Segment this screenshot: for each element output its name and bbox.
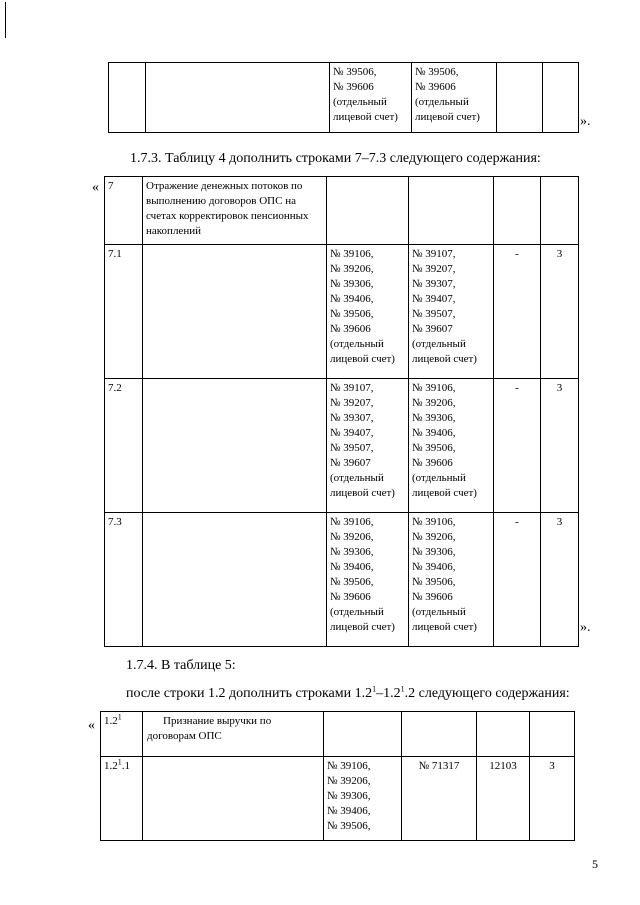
dash-cell: -: [494, 379, 541, 513]
account-line: (отдельный: [412, 606, 466, 618]
table-row: [101, 712, 575, 757]
superscript: 1: [372, 684, 377, 694]
account-line: лицевой счет): [415, 111, 480, 123]
account-list-cell: [330, 63, 412, 133]
close-quote: ».: [580, 620, 591, 635]
table-cell: [530, 712, 575, 757]
account-line: лицевой счет): [333, 111, 398, 123]
row-number: 1.2: [104, 715, 118, 727]
account-line: № 39106,: [330, 248, 374, 260]
row-description-cell: Отражение денежных потоков по выполнению договоров ОПС на счетах корректировок пенсионных накоплений: [143, 177, 327, 245]
account-line: № 39306,: [327, 790, 371, 802]
account-line: № 39207,: [412, 263, 456, 275]
account-line: № 39407,: [412, 293, 456, 305]
superscript: 1: [117, 757, 122, 767]
account-line: № 39206,: [412, 531, 456, 543]
table-row: [105, 513, 579, 647]
row-description-cell: [143, 712, 324, 757]
account-line: № 39306,: [412, 546, 456, 558]
account-line: лицевой счет): [412, 487, 477, 499]
superscript: 1: [117, 712, 122, 722]
account-line: № 39606: [330, 323, 371, 335]
row-number-cell: 7.2: [105, 379, 143, 513]
paragraph-text: –1.2: [376, 686, 401, 701]
account-line: (отдельный: [330, 472, 384, 484]
table-row: [105, 245, 579, 379]
account-line: № 39307,: [412, 278, 456, 290]
paragraph-text: .2 следующего содержания:: [404, 686, 570, 701]
account-line: № 39206,: [327, 775, 371, 787]
table-4-additions: [104, 176, 579, 647]
account-line: № 39606: [415, 81, 456, 93]
table-cell: [541, 177, 579, 245]
dash-cell: -: [494, 245, 541, 379]
page-number: 5: [592, 857, 598, 871]
account-line: лицевой счет): [330, 621, 395, 633]
code-cell: 3: [541, 245, 579, 379]
account-line: № 39407,: [330, 427, 374, 439]
table-cell: [494, 177, 541, 245]
account-line: № 39607: [412, 323, 453, 335]
table-5-additions: [100, 711, 575, 841]
table-top-continuation: [108, 62, 579, 133]
table-cell: [327, 177, 409, 245]
account-line: № 39206,: [330, 263, 374, 275]
paragraph-text: после строки 1.2 дополнить строками 1.2: [126, 686, 373, 701]
dash-cell: -: [494, 513, 541, 647]
debit-accounts-cell: [327, 379, 409, 513]
account-line: лицевой счет): [330, 353, 395, 365]
account-line: № 39507,: [330, 442, 374, 454]
account-line: № 39606: [333, 81, 374, 93]
row-number-cell: 7: [105, 177, 143, 245]
row-number-tail: .1: [121, 760, 130, 772]
account-line: № 39306,: [330, 278, 374, 290]
row-description-cell: [143, 379, 327, 513]
credit-account-cell: № 71317: [402, 757, 477, 841]
close-quote: ».: [580, 114, 591, 129]
account-list-cell: [412, 63, 497, 133]
table-cell: [543, 63, 579, 133]
table-cell: [497, 63, 543, 133]
symbol-cell: 12103: [477, 757, 530, 841]
table-row: [105, 177, 579, 245]
table-row: [109, 63, 579, 133]
account-line: № 39406,: [330, 561, 374, 573]
account-line: (отдельный: [330, 338, 384, 350]
account-line: (отдельный: [330, 606, 384, 618]
account-line: № 39106,: [327, 760, 371, 772]
table-cell: [409, 177, 494, 245]
account-line: (отдельный: [333, 96, 387, 108]
account-line: (отдельный: [412, 338, 466, 350]
code-cell: 3: [530, 757, 575, 841]
account-line: (отдельный: [415, 96, 469, 108]
table-cell: [402, 712, 477, 757]
debit-accounts-cell: [324, 757, 402, 841]
account-line: № 39506,: [327, 820, 371, 832]
row-number-cell: 7.3: [105, 513, 143, 647]
account-line: № 39406,: [412, 561, 456, 573]
account-line: № 39406,: [330, 293, 374, 305]
row-description-cell: [143, 245, 327, 379]
row-number-cell: 7.1: [105, 245, 143, 379]
account-line: № 39607: [330, 457, 371, 469]
table-cell: [146, 63, 330, 133]
account-line: № 39606: [412, 457, 453, 469]
row-description: Признание выручки по договорам ОПС: [147, 715, 272, 742]
table-cell: [477, 712, 530, 757]
debit-accounts-cell: [327, 245, 409, 379]
code-cell: 3: [541, 513, 579, 647]
open-quote: «: [92, 180, 99, 195]
margin-mark: [5, 2, 6, 38]
account-line: № 39307,: [330, 412, 374, 424]
account-line: № 39506,: [330, 308, 374, 320]
account-line: № 39406,: [327, 805, 371, 817]
account-line: № 39506,: [412, 442, 456, 454]
account-line: № 39406,: [412, 427, 456, 439]
account-line: (отдельный: [412, 472, 466, 484]
code-cell: 3: [541, 379, 579, 513]
account-line: лицевой счет): [412, 353, 477, 365]
account-line: № 39506,: [412, 576, 456, 588]
table-cell: [324, 712, 402, 757]
account-line: № 39506,: [333, 66, 377, 78]
account-line: № 39606: [412, 591, 453, 603]
credit-accounts-cell: [409, 513, 494, 647]
row-number-cell: [101, 757, 143, 841]
account-line: лицевой счет): [330, 487, 395, 499]
account-line: № 39206,: [330, 531, 374, 543]
credit-accounts-cell: [409, 245, 494, 379]
paragraph-1-7-3: 1.7.3. Таблицу 4 дополнить строками 7–7.3 следующего содержания:: [130, 151, 541, 166]
account-line: № 39306,: [412, 412, 456, 424]
account-line: лицевой счет): [412, 621, 477, 633]
account-line: № 39107,: [330, 382, 374, 394]
table-row: [105, 379, 579, 513]
paragraph-insert-rows: [126, 685, 570, 703]
superscript: 1: [400, 684, 405, 694]
account-line: № 39106,: [330, 516, 374, 528]
account-line: № 39507,: [412, 308, 456, 320]
table-row: [101, 757, 575, 841]
table-cell: [109, 63, 146, 133]
account-line: № 39107,: [412, 248, 456, 260]
account-line: № 39106,: [412, 382, 456, 394]
credit-accounts-cell: [409, 379, 494, 513]
row-number-cell: [101, 712, 143, 757]
account-line: № 39206,: [412, 397, 456, 409]
account-line: № 39506,: [415, 66, 459, 78]
account-line: № 39306,: [330, 546, 374, 558]
row-description-cell: [143, 513, 327, 647]
account-line: № 39106,: [412, 516, 456, 528]
row-number: 1.2: [104, 760, 118, 772]
paragraph-1-7-4: 1.7.4. В таблице 5:: [126, 658, 236, 673]
row-description-cell: [143, 757, 324, 841]
account-line: № 39506,: [330, 576, 374, 588]
debit-accounts-cell: [327, 513, 409, 647]
account-line: № 39207,: [330, 397, 374, 409]
open-quote: «: [88, 718, 95, 733]
account-line: № 39606: [330, 591, 371, 603]
